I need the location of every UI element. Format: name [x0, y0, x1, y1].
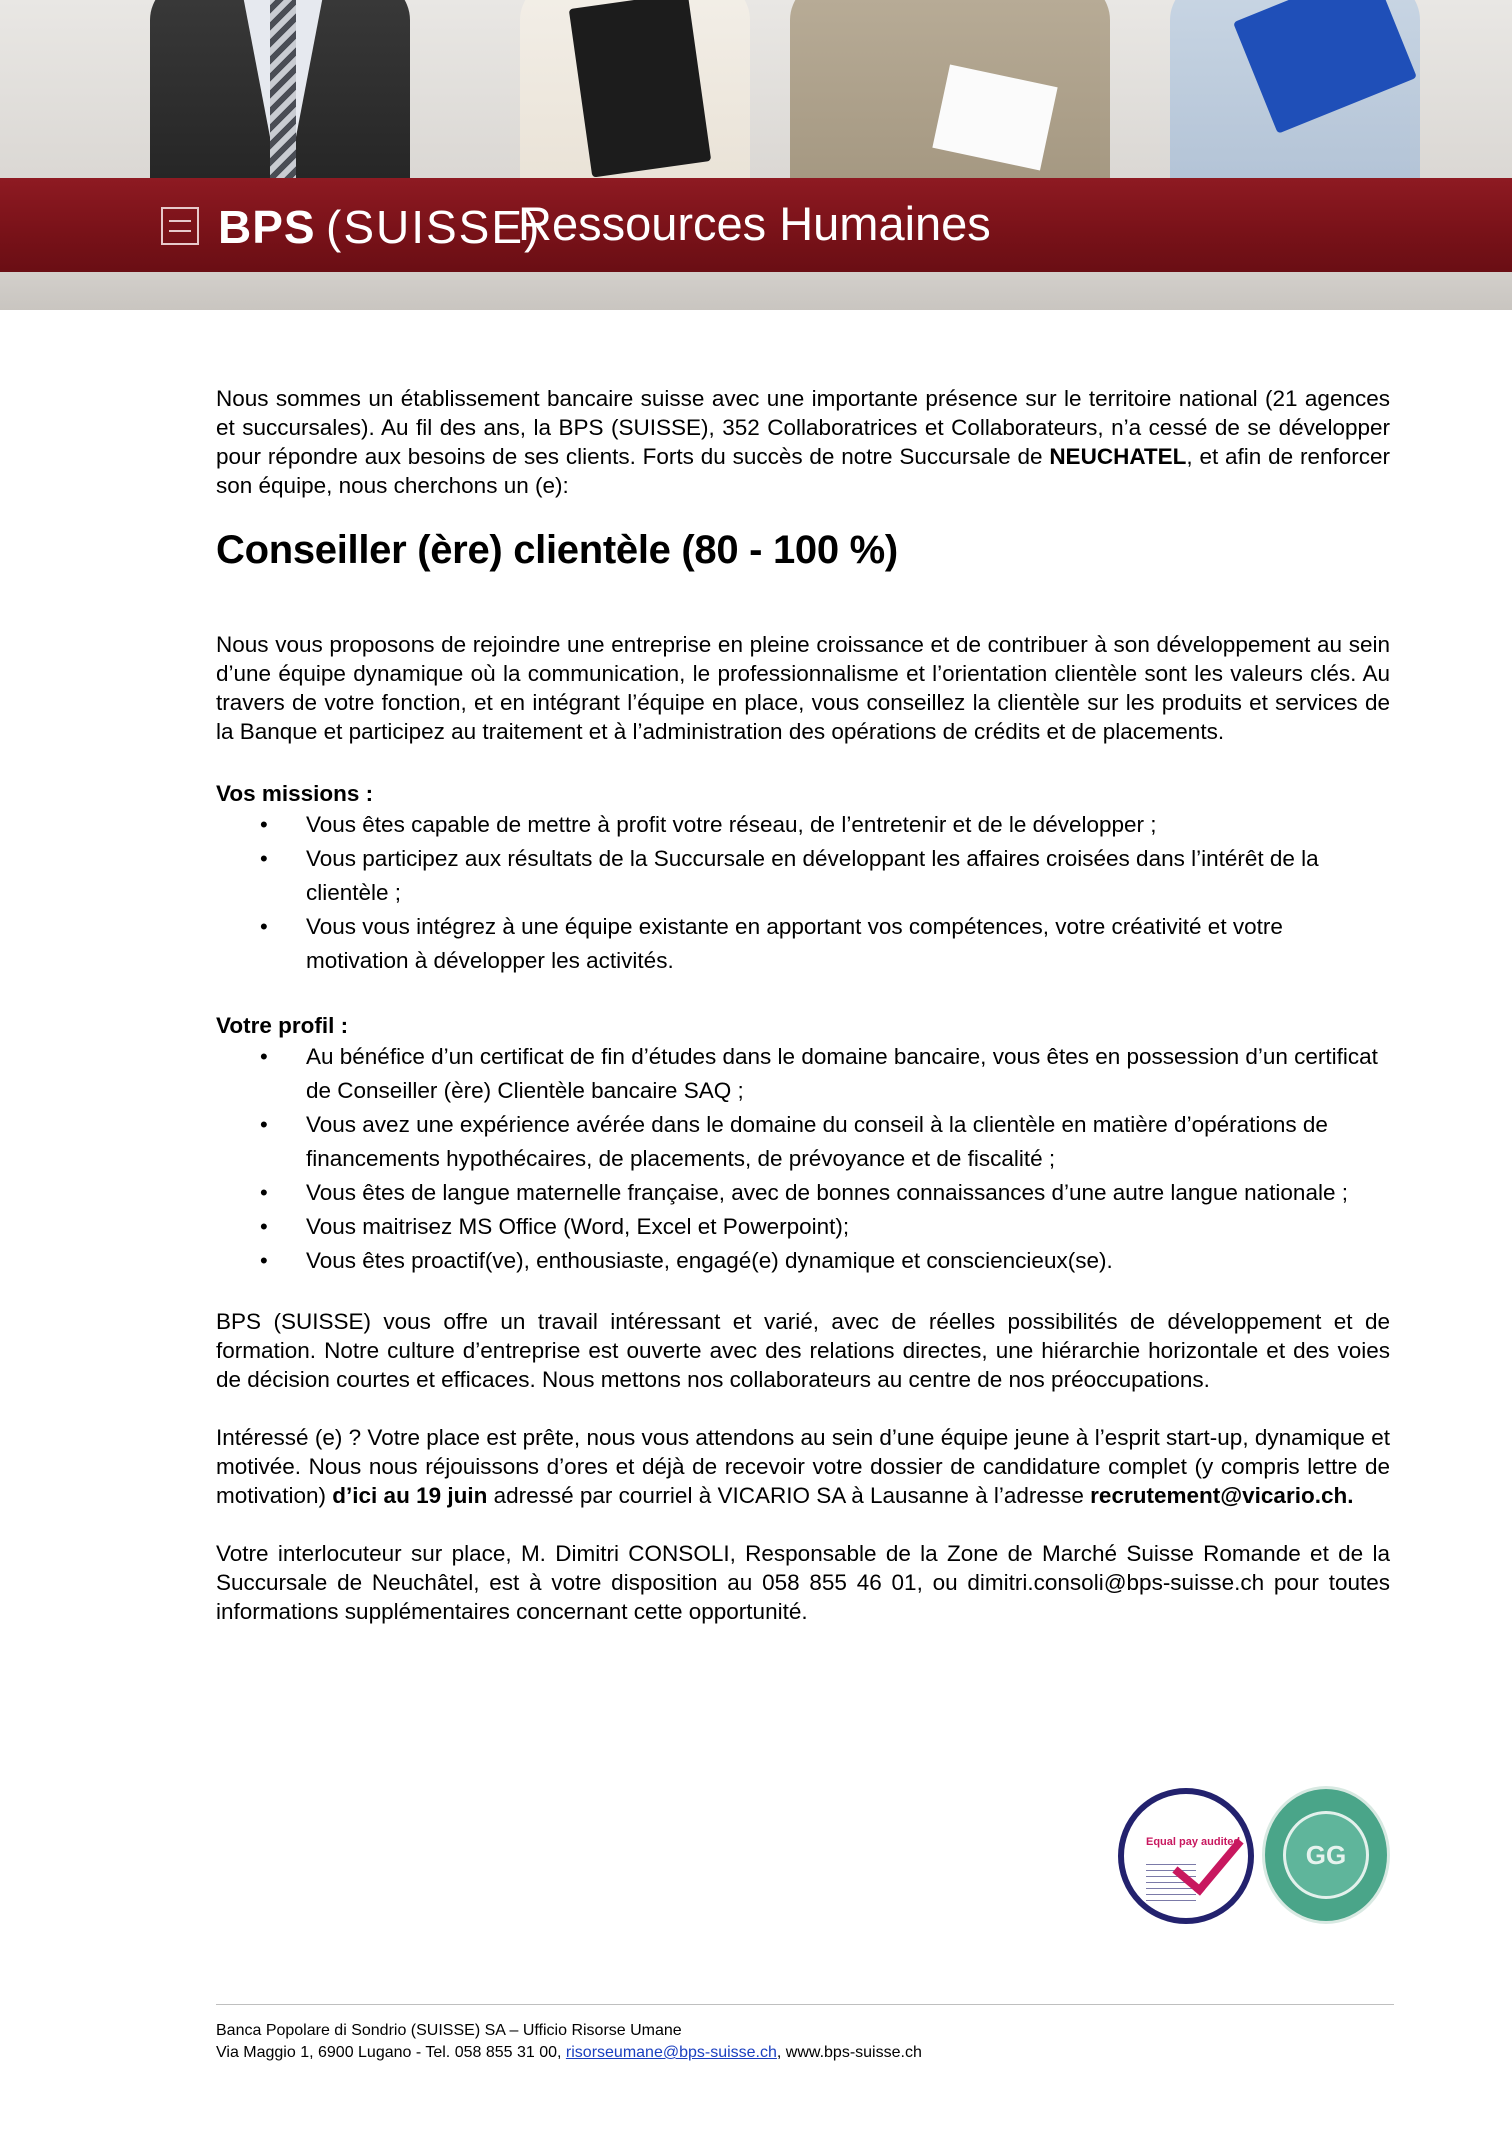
missions-list — [216, 808, 1390, 978]
footer-address: Via Maggio 1, 6900 Lugano - Tel. 058 855 31 00, risorseumane@bps-suisse.ch, www.bps-suisse.ch — [216, 2044, 922, 2061]
offer-paragraph: Nous vous proposons de rejoindre une entreprise en pleine croissance et de contribuer à son développement au sein d’une équipe dynamique où la communication, le professionnalisme et l’orientation clientèle sont les valeurs clés. Au travers de votre fonction, et en intégrant l’équipe en place, vous conseillez la clientèle sur les produits et services de la Banque et participez au traitement et à l’administration des opérations de crédits et de placements. — [216, 632, 1390, 744]
equal-pay-badge-icon — [1118, 1788, 1254, 1924]
footer-company: Banca Popolare di Sondrio (SUISSE) SA – Ufficio Risorse Umane — [216, 2022, 682, 2039]
list-item: • Vous participez aux résultats de la Succursale en développant les affaires croisées dans l’intérêt de la clientèle ; — [216, 842, 1390, 910]
footer-email-link[interactable]: risorseumane@bps-suisse.ch — [565, 2044, 777, 2061]
equal-pay-text: Equal pay audited — [1146, 1836, 1241, 1848]
bps-logo-icon — [161, 207, 199, 245]
intro-paragraph: Nous sommes un établissement bancaire suisse avec une importante présence sur le territoire national (21 agences et succursales). Au fil des ans, la BPS (SUISSE), 352 Collaboratrices et Collaborateurs, n’a cessé de se développer pour répondre aux besoins de ses clients. Forts du succès de notre Succursale de NEUCHATEL, et afin de renforcer son équipe, nous cherchons un (e): — [216, 386, 1390, 498]
fair-on-pay-badge-icon — [1262, 1786, 1390, 1924]
brand-suisse: (SUISSE) — [326, 201, 542, 253]
list-item: • Vous avez une expérience avérée dans le domaine du conseil à la clientèle en matière d’opérations de financements hypothécaires, de placements, de prévoyance et de fiscalité ; — [216, 1108, 1390, 1176]
list-item: • Vous vous intégrez à une équipe existante en apportant vos compétences, votre créativité et votre motivation à développer les activités. — [216, 910, 1390, 978]
profile-heading: Votre profil : — [216, 1013, 349, 1038]
footer-divider — [216, 2004, 1394, 2005]
recruitment-email[interactable]: recrutement@vicario.ch. — [1090, 1483, 1354, 1508]
page-title: Ressources Humaines — [518, 197, 991, 250]
branch-name: NEUCHATEL — [1049, 444, 1187, 469]
list-item: • Vous maitrisez MS Office (Word, Excel et Powerpoint); — [216, 1210, 1390, 1244]
gender-equality-mark: GG — [1305, 1840, 1347, 1870]
apply-paragraph: Intéressé (e) ? Votre place est prête, nous vous attendons au sein d’une équipe jeune à l’esprit start-up, dynamique et motivée. Nous nous réjouissons d’ores et déjà de recevoir votre dossier de candidature complet (y compris lettre de motivation) d’ici au 19 juin adressé par courriel à VICARIO SA à Lausanne à l’adresse recrutement@vicario.ch. — [216, 1425, 1390, 1508]
contact-paragraph: Votre interlocuteur sur place, M. Dimitri CONSOLI, Responsable de la Zone de Marché Suisse Romande et de la Succursale de Neuchâtel, est à votre disposition au 058 855 46 01, ou dimitri.consoli@bps-suisse.ch pour toutes informations supplémentaires concernant cette opportunité. — [216, 1541, 1390, 1624]
job-title: Conseiller (ère) clientèle (80 - 100 %) — [216, 528, 898, 572]
brand-bps: BPS — [218, 201, 316, 253]
list-item: • Vous êtes proactif(ve), enthousiaste, engagé(e) dynamique et consciencieux(se). — [216, 1244, 1390, 1278]
list-item: • Vous êtes capable de mettre à profit votre réseau, de l’entretenir et de le développer ; — [216, 808, 1390, 842]
list-item: • Vous êtes de langue maternelle française, avec de bonnes connaissances d’une autre langue nationale ; — [216, 1176, 1390, 1210]
culture-paragraph: BPS (SUISSE) vous offre un travail intéressant et varié, avec de réelles possibilités de développement et de formation. Notre culture d’entreprise est ouverte avec des relations directes, une hiérarchie horizontale et des voies de décision courtes et efficaces. Nous mettons nos collaborateurs au centre de nos préoccupations. — [216, 1309, 1390, 1392]
footer — [216, 2020, 922, 2064]
profile-list — [216, 1040, 1390, 1278]
job-posting-body — [216, 384, 1390, 1626]
missions-heading: Vos missions : — [216, 781, 374, 806]
deadline: d’ici au 19 juin — [332, 1483, 488, 1508]
list-item: • Au bénéfice d’un certificat de fin d’études dans le domaine bancaire, vous êtes en possession d’un certificat de Conseiller (ère) Clientèle bancaire SAQ ; — [216, 1040, 1390, 1108]
